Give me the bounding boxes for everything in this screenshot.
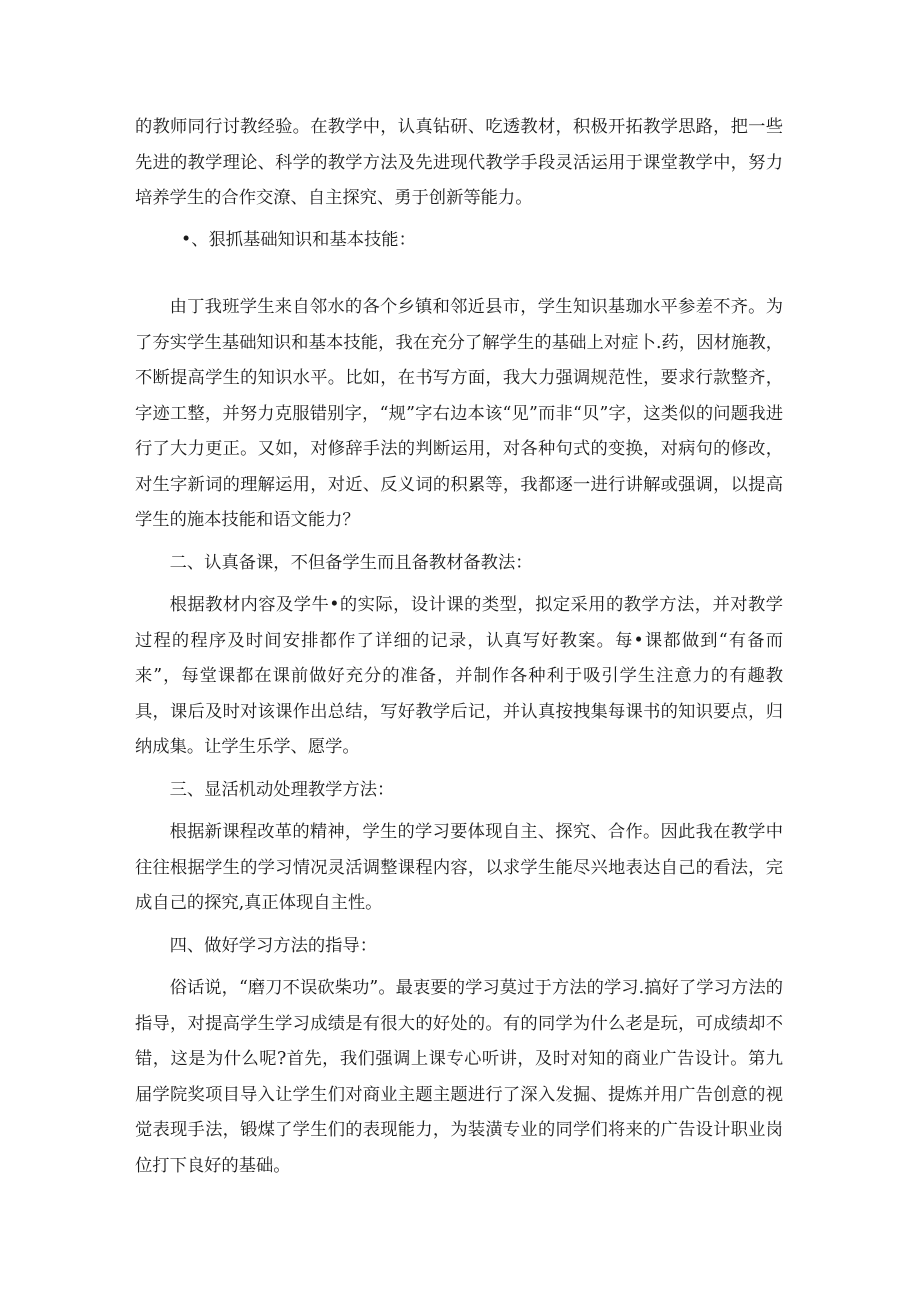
paragraph-teaching-methods: 根据新课程改革的精神，学生的学习要体现自主、探究、合作。因此我在教学中往往根据学生的学习情况灵活调整课程内容，以求学生能尽兴地表达自己的看法，完成自己的探究,真正体现自主性。: [135, 822, 783, 913]
section-heading-study-guidance: 四、做好学习方法的指导：: [169, 935, 377, 956]
paragraph-intro-continuation: 的教师同行讨教经验。在教学中，认真钻研、吃透教材，积极开拓教学思路，把一些先进的教学理论、科学的教学方法及先进现代教学手段灵活运用于课堂教学中，努力培养学生的合作交潦、自主探究、勇于创新等能力。: [135, 117, 783, 208]
paragraph-basics: 由丁我班学生来自邻水的各个乡镇和邻近县市，学生知识基珈水平参差不齐。为了夯实学生基础知识和基本技能，我在充分了解学生的基础上对症卜.药，因材施教，不断提高学生的知识水平。比如，在书写方面，我大力强调规范性，要求行款整齐，字迹工整，并努力克服错别字，“规”字右边本该“见”而非“贝”字，这类似的问题我进行了大力更正。又如，对修辞手法的判断运用，对各种句式的变换，对病句的修改，对生字新词的理解运用，对近、反义词的积累等，我都逐一进行讲解或强调，以提高学生的施本技能和语文能力？: [135, 297, 783, 530]
section-heading-basics: •、狠抓基础知识和基本技能：: [181, 229, 416, 250]
document-body: [135, 110, 783, 1184]
section-heading-teaching-methods: 三、显活机动处理教学方法：: [169, 779, 395, 800]
paragraph-study-guidance: 俗话说，“磨刀不误砍柴功”。最衷要的学习莫过于方法的学习.搞好了学习方法的指导，对提高学生学习成绩是有很大的好处的。有的同学为什么老是玩，可成绩却不错，这是为什么呢?首先，我们强调上课专心听讲，及时对知的商业广告设计。第九届学院奖项目导入让学生们对商业主题主题进行了深入发掘、提炼并用广告创意的视觉表现手法，锻煤了学生们的表现能力，为装潢专业的同学们将来的广告设计职业岗位打下良好的基础。: [135, 978, 783, 1176]
section-heading-lesson-prep: 二、认真备课，不但备学生而且备教材备教法：: [169, 552, 533, 573]
paragraph-lesson-prep: 根据教材内容及学牛•的实际，设计课的类型，拟定采用的教学方法，并对教学过程的程序及时间安排都作了详细的记录，认真写好教案。每•课都做到“有备而来”，每堂课都在课前做好充分的准备，并制作各种利于吸引学生注意力的有趣教具，课后及时对该课作出总结，写好教学后记，并认真按拽集每课书的知识要点，归纳成集。让学生乐学、愿学。: [135, 595, 783, 757]
